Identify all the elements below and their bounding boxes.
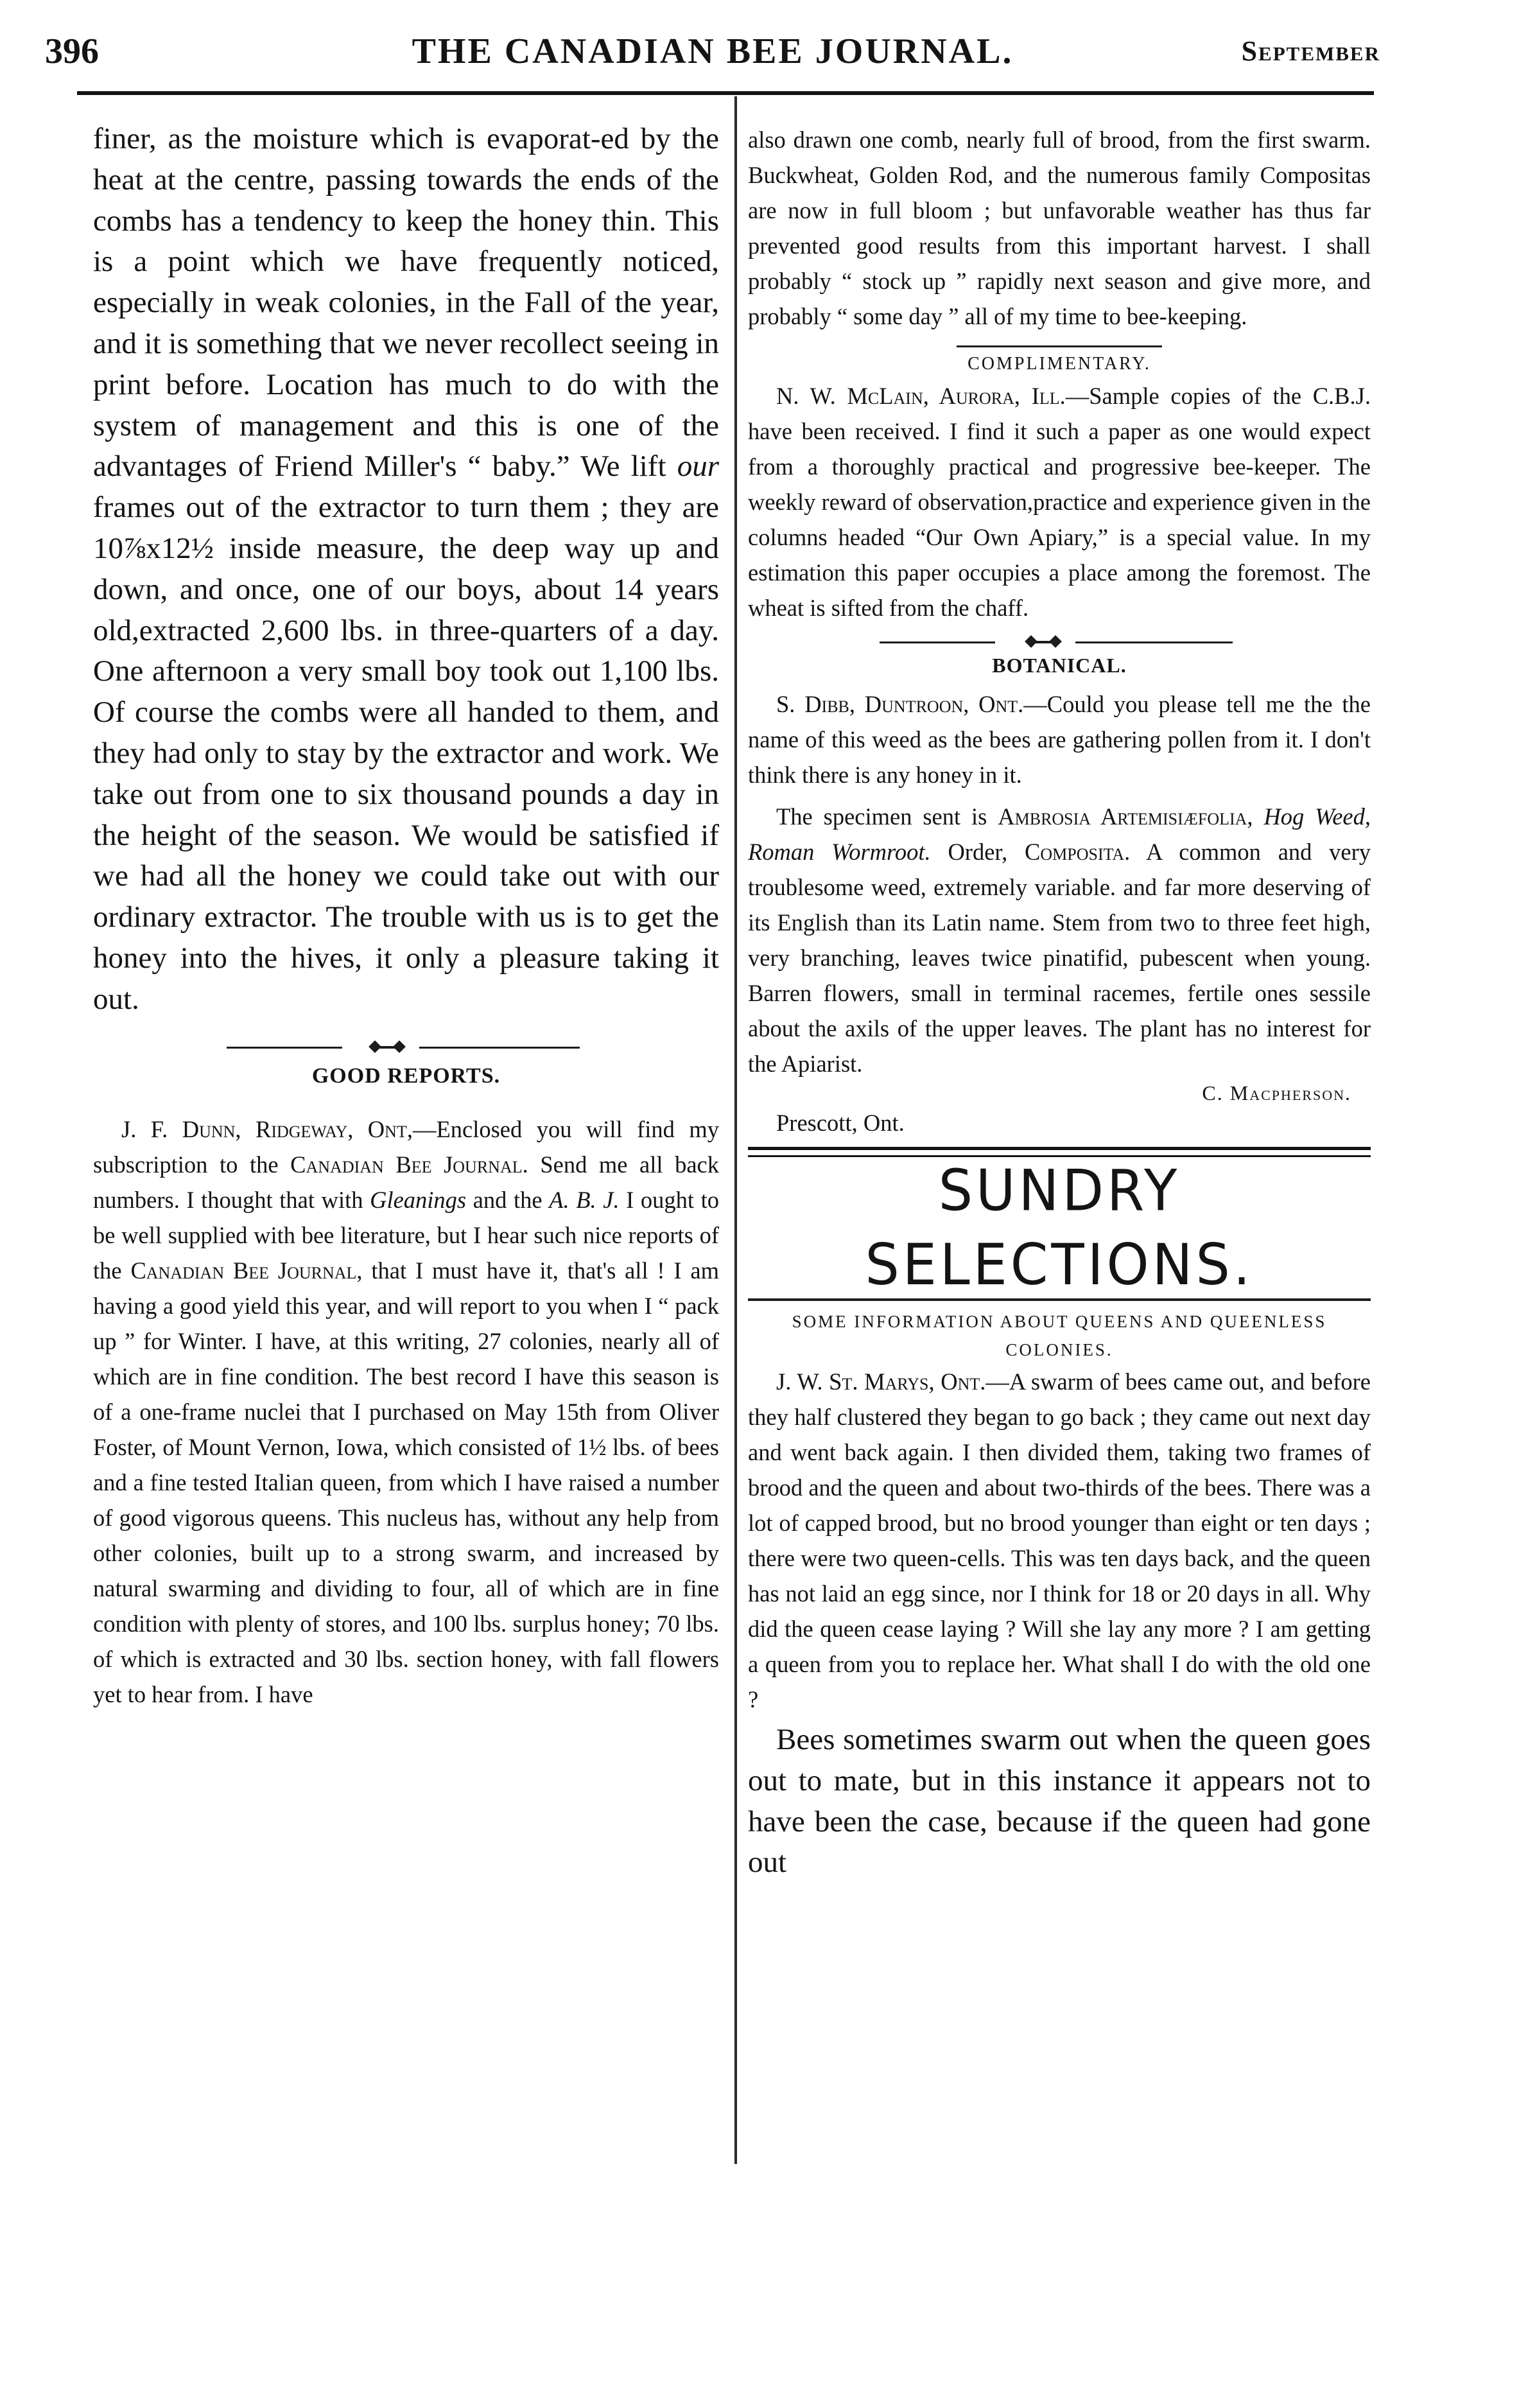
page-number: 396 bbox=[45, 31, 99, 71]
editorial-italic-our: our bbox=[677, 449, 719, 484]
letter-author: S. Dibb, Duntroon, Ont. bbox=[776, 691, 1024, 717]
letter-author: J. F. Dunn, Ridgeway, Ont, bbox=[121, 1115, 413, 1142]
botanical-question: S. Dibb, Duntroon, Ont.—Could you please tell me the the name of this weed as the bees are gathering pollen from it. I don't think there is any honey in it. bbox=[748, 691, 1371, 788]
sundry-subheading: SOME INFORMATION ABOUT QUEENS AND QUEENLESS COLONIES. bbox=[792, 1312, 1327, 1359]
species-name: Ambrosia Artemisiæfolia, bbox=[998, 803, 1253, 830]
letter-author: N. W. McLain, Aurora, Ill. bbox=[776, 383, 1066, 409]
continued-letter: also drawn one comb, nearly full of brood, from the first swarm. Buckwheat, Golden Rod, and the numerous family Compositas are now in full bloom ; but unfavorable weather has thus far prevented good results from this important harvest. I shall probably “ stock up ” rapidly next season and give more, and probably “ some day ” all of my time to bee-keeping. bbox=[748, 127, 1371, 329]
left-column bbox=[93, 119, 719, 1712]
botanical-heading: BOTANICAL. bbox=[992, 654, 1127, 677]
section-rule bbox=[957, 345, 1162, 347]
signature-location: Prescott, Ont. bbox=[776, 1110, 905, 1136]
complimentary-heading: COMPLIMENTARY. bbox=[968, 354, 1151, 374]
journal-title: THE CANADIAN BEE JOURNAL. bbox=[412, 31, 1014, 71]
letter-author: J. W. St. Marys, Ont. bbox=[776, 1368, 986, 1395]
signature: C. Macpherson. bbox=[1202, 1081, 1351, 1104]
good-reports-letter: J. F. Dunn, Ridgeway, Ont,—Enclosed you will find my subscription to the Canadian Bee Journal. Send me all back numbers. I thought that with Gleanings and the A. B. J. I ought to be well supplied with bee literature, but I hear such nice reports of the Canadian Bee Journal, that I must have it, that's all ! I am having a good yield this year, and will report to you when I “ pack up ” for Winter. I have, at this writing, 27 colonies, nearly all of which are in fine condition. The best record I have this season is of a one-frame nuclei that I purchased on May 15th from Oliver Foster, of Mount Vernon, Iowa, which consisted of 1½ lbs. of bees and a fine tested Italian queen, from which I have raised a number of good vigorous queens. This nucleus has, without any help from other colonies, built up to a strong swarm, and increased by natural swarming and dividing to four, all of which are in fine condition with plenty of stores, and 100 lbs. surplus honey; 70 lbs. of which is extracted and 30 lbs. section honey, with fall flowers yet to hear from. I have bbox=[93, 1115, 720, 1707]
section-ornament bbox=[227, 1040, 586, 1055]
header-rule bbox=[77, 91, 1374, 95]
issue-month: September bbox=[1241, 35, 1380, 67]
sundry-selections-title: SUNDRY SELECTIONS. bbox=[865, 1157, 1254, 1298]
column-divider bbox=[734, 96, 737, 2164]
botanical-answer: The specimen sent is Ambrosia Artemisiæfolia, Hog Weed, Roman Wormroot. Order, Composita. A common and very troublesome weed, extremely variable. and far more deserving of its English than its Latin name. Stem from two to three feet high, very branching, leaves twice pinatifid, pubescent when young. Barren flowers, small in terminal racemes, fertile ones sessile about the axils of the upper leaves. The plant has no interest for the Apiarist. bbox=[748, 803, 1371, 1077]
editorial-paragraph bbox=[93, 119, 719, 1020]
common-names: Hog Weed, Roman Wormroot. bbox=[748, 803, 1371, 865]
sundry-letter: J. W. St. Marys, Ont.—A swarm of bees came out, and before they half clustered they began to go back ; they came out next day and went back again. I then divided them, taking two frames of brood and the queen and about two-thirds of the bees. There was a lot of capped brood, but no brood younger than eight or ten days ; there were two queen-cells. This was ten days back, and the queen has not laid an egg since, nor I think for 18 or 20 days in all. Why did the queen cease laying ? Will she lay any more ? I am getting a queen from you to replace her. What shall I do with the old one ? bbox=[748, 1368, 1371, 1713]
page-header bbox=[45, 31, 1380, 81]
editorial-text-cont: frames out of the extractor to turn them ; they are 10⅞x12½ inside measure, the deep way up and down, and once, one of our boys, about 14 years old,extracted 2,600 lbs. in three-quarters of a day. One afternoon a very small boy took out 1,100 lbs. Of course the combs were all handed to them, and they had only to stay by the extractor and work. We take out from one to six thousand pounds a day in the height of the season. We would be satisfied if we had all the honey we could take out with our ordinary extractor. The trouble with us is to get the honey into the hives, it only a pleasure taking it out. bbox=[93, 491, 719, 1016]
editorial-text: finer, as the moisture which is evaporat-ed by the heat at the centre, passing towards the ends of the combs has a tendency to keep the honey thin. This is a point which we have frequently noticed, especially in weak colonies, in the Fall of the year, and it is something that we never recollect seeing in print before. Location has much to do with the system of management and this is one of the advantages of Friend Miller's “ baby.” We lift bbox=[93, 122, 719, 484]
editor-answer: Bees sometimes swarm out when the queen goes out to mate, but in this instance it appears not to have been the case, because if the queen had gone out bbox=[748, 1723, 1371, 1880]
complimentary-letter: N. W. McLain, Aurora, Ill.—Sample copies of the C.B.J. have been received. I find it such a paper as one would expect from a thoroughly practical and progressive bee-keeper. The weekly reward of observation,practice and experience given in the columns headed “Our Own Apiary,” is a special value. In my estimation this paper occupies a place among the foremost. The wheat is sifted from the chaff. bbox=[748, 383, 1371, 621]
good-reports-heading: GOOD REPORTS. bbox=[311, 1063, 501, 1088]
right-column bbox=[748, 122, 1371, 1883]
section-ornament bbox=[880, 634, 1239, 650]
